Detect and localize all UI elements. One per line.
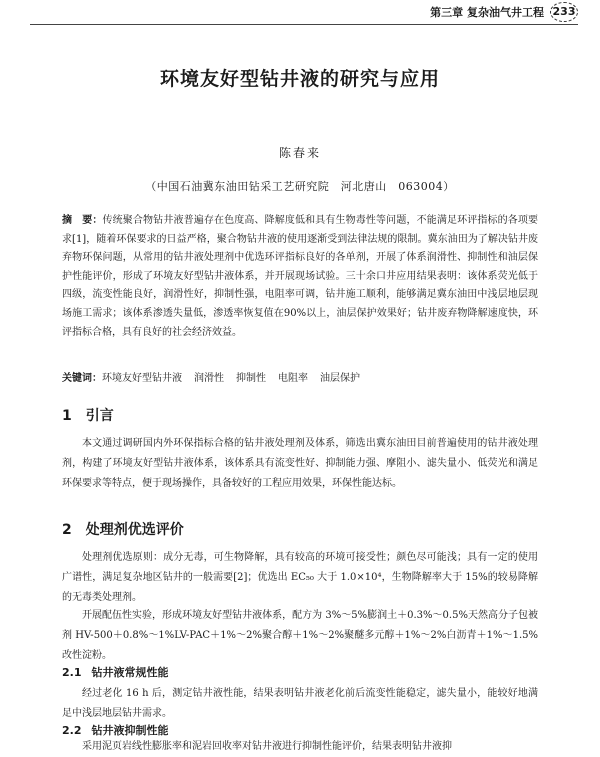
article-title: 环境友好型钻井液的研究与应用: [159, 68, 440, 90]
keyword: 电阻率: [278, 373, 308, 384]
author-affiliation: （中国石油冀东油田钻采工艺研究院 河北唐山 063004）: [145, 180, 455, 193]
keywords-label: 关键词：: [62, 373, 102, 384]
section-heading: [62, 519, 184, 539]
running-header: [430, 2, 578, 22]
page-number: 233: [550, 2, 578, 22]
section-title: 引言: [85, 408, 114, 424]
keyword: 抑制性: [236, 373, 266, 384]
paragraph: 本文通过调研国内外环保指标合格的钻井液处理剂及体系，筛选出冀东油田目前普遍使用的钻井液处理剂，构建了环境友好型钻井液体系，该体系具有流变性好、抑制能力强、摩阻小、滤失量小、低荧光和满足环保要求等特点，便于现场操作，具备较好的工程应用效果，环保性能达标。: [62, 438, 538, 489]
paragraph: 经过老化 16 h 后，测定钻井液性能，结果表明钻井液老化前后流变性能稳定，滤失量小，能较好地满足中浅层地层钻井需求。: [62, 688, 538, 719]
author-name: 陈春来: [278, 146, 321, 160]
section-title: 处理剂优选评价: [85, 522, 184, 538]
paragraph: 采用泥页岩线性膨胀率和泥岩回收率对钻井液进行抑制性能评价，结果表明钻井液抑: [82, 741, 452, 752]
subsection-heading: [62, 722, 169, 738]
section-number: 2: [62, 522, 72, 538]
abstract: [62, 212, 538, 342]
abstract-label: 摘 要：: [62, 215, 103, 226]
section-heading: [62, 405, 114, 425]
abstract-text: 传统聚合物钻井液普遍存在色度高、降解度低和具有生物毒性等问题，不能满足环评指标的各项要求[1]，随着环保要求的日益严格，聚合物钻井液的使用逐渐受到法律法规的限制。冀东油田为了解决钻井废弃物环保问题，从常用的钻井液处理剂中优选环评指标良好的各单剂，开展了体系润滑性、抑制性和油层保护性能评价，形成了环境友好型钻井液体系，并开展现场试验。三十余口井应用结果表明：该体系荧光低于四级，流变性能良好，润滑性好，抑制性强，电阻率可调，钻井施工顺利，能够满足冀东油田中浅层地层现场施工需求；该体系渗透失量低，渗透率恢复值在90%以上，油层保护效果好；钻井废弃物降解速度快，环评指标合格，具有良好的社会经济效益。: [62, 215, 539, 338]
subsection-title: 钻井液抑制性能: [91, 724, 169, 737]
subsection-number: 2.1: [62, 666, 82, 679]
paragraph: 处理剂优选原则：成分无毒，可生物降解，具有较高的环境可接受性；颜色尽可能浅；具有一定的使用广谱性，满足复杂地区钻井的一般需要[2]；优选出 EC₅₀ 大于 1.0×10⁴，生物降解率大于 15%的较易降解的无毒类处理剂。: [62, 552, 538, 603]
paragraph: 开展配伍性实验，形成环境友好型钻井液体系，配方为 3%～5%膨润土＋0.3%～0.5%天然高分子包被剂 HV-500＋0.8%～1%LV-PAC＋1%～2%聚合醇＋1%～2%聚醚多元醇＋1%～2%白沥青＋1%～1.5%改性淀粉。: [62, 610, 538, 661]
subsection-title: 钻井液常规性能: [91, 666, 169, 679]
chapter-title: 第三章 复杂油气井工程: [430, 6, 544, 19]
subsection-heading: [62, 664, 169, 680]
keywords: [62, 370, 538, 388]
keyword: 环境友好型钻井液: [102, 373, 182, 384]
header-rule: [30, 24, 578, 25]
keyword: 油层保护: [320, 373, 360, 384]
section-number: 1: [62, 408, 72, 424]
subsection-number: 2.2: [62, 724, 82, 737]
keyword: 润滑性: [194, 373, 224, 384]
